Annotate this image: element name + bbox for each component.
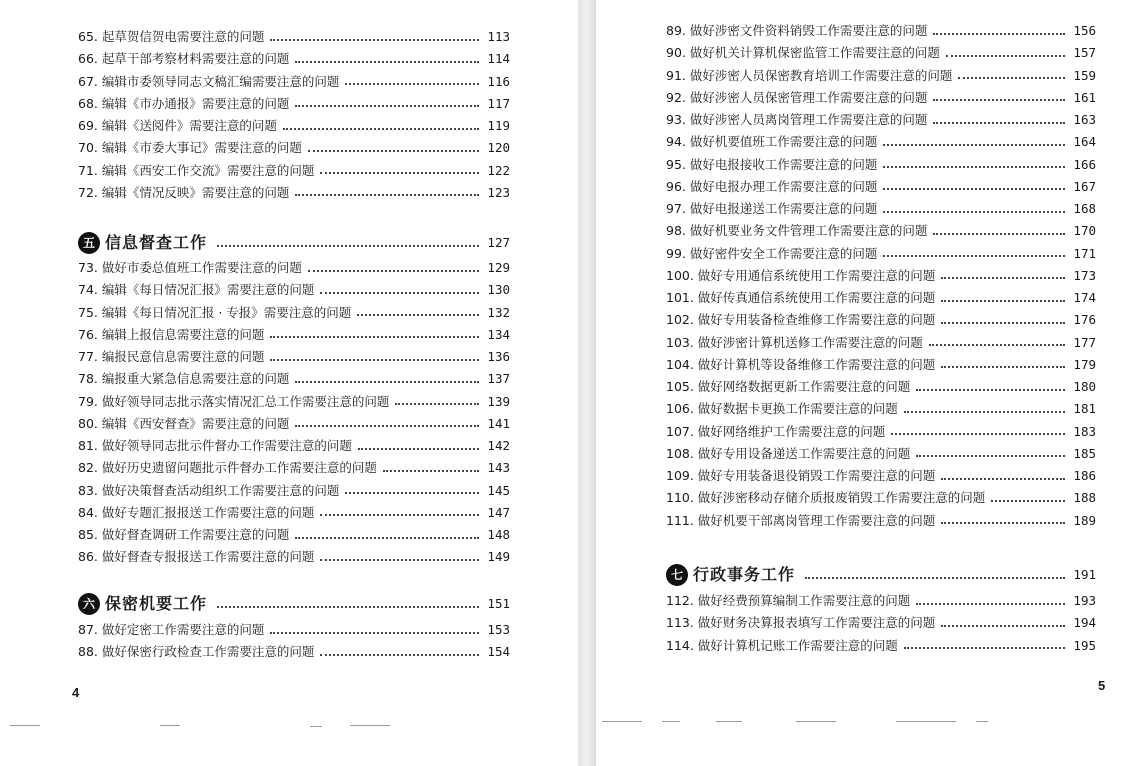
toc-entry [666, 87, 1096, 109]
toc-entry-page-number: 149 [487, 549, 510, 565]
book-gutter [578, 0, 596, 766]
toc-entry [666, 109, 1096, 131]
toc-entry [78, 435, 510, 457]
toc-entry-page-number: 114 [487, 51, 510, 67]
toc-entry [78, 48, 510, 70]
dot-leader [958, 76, 1065, 79]
toc-entry [78, 619, 510, 641]
dot-leader [308, 269, 480, 272]
scan-artifact-line [602, 721, 642, 722]
dot-leader [295, 104, 479, 107]
page-folio-number: 4 [72, 685, 80, 700]
toc-entry-page-number: 134 [487, 326, 510, 342]
toc-entry-title: 103. 做好涉密计算机送修工作需要注意的问题 [666, 334, 923, 350]
toc-entry-page-number: 153 [487, 622, 510, 637]
dot-leader [941, 276, 1065, 279]
toc-entry [78, 115, 510, 137]
toc-entry-page-number: 136 [487, 349, 510, 364]
dot-leader [295, 536, 479, 539]
dot-leader [320, 513, 479, 516]
dot-leader [883, 210, 1065, 213]
toc-entry-title: 111. 做好机要干部离岗管理工作需要注意的问题 [666, 512, 936, 528]
scan-artifact-line [10, 725, 40, 726]
dot-leader [345, 82, 479, 85]
toc-entry-page-number: 180 [1073, 379, 1096, 394]
toc-entry-title: 87. 做好定密工作需要注意的问题 [78, 622, 265, 637]
dot-leader [320, 291, 479, 294]
toc-entry-title: 94. 做好机要值班工作需要注意的问题 [666, 134, 878, 150]
dot-leader [295, 380, 479, 383]
toc-entry [666, 487, 1096, 509]
toc-entry [666, 131, 1096, 153]
dot-leader [270, 38, 479, 41]
toc-entry-title: 114. 做好计算机记账工作需要注意的问题 [666, 637, 898, 653]
toc-entry-page-number: 130 [487, 282, 510, 298]
toc-entry-title: 113. 做好财务决算报表填写工作需要注意的问题 [666, 615, 936, 631]
toc-entry-title: 106. 做好数据卡更换工作需要注意的问题 [666, 401, 898, 417]
toc-entry-title: 68. 编辑《市办通报》需要注意的问题 [78, 95, 290, 111]
dot-leader [916, 388, 1065, 391]
section-page-number: 127 [487, 235, 510, 250]
toc-entry-title: 102. 做好专用装备检查维修工作需要注意的问题 [666, 312, 936, 328]
section-page-number: 191 [1073, 567, 1096, 582]
dot-leader [295, 193, 479, 196]
toc-entry-page-number: 113 [487, 29, 510, 44]
toc-entry [666, 198, 1096, 220]
toc-entry-page-number: 181 [1073, 401, 1096, 417]
toc-entry [666, 398, 1096, 420]
scan-artifact-line [160, 725, 180, 726]
toc-entry-page-number: 123 [487, 184, 510, 200]
section-title: 保密机要工作 [105, 594, 208, 613]
toc-entry-page-number: 122 [487, 162, 510, 178]
dot-leader [383, 469, 480, 472]
toc-entry-page-number: 174 [1073, 290, 1096, 305]
toc-entry [666, 42, 1096, 64]
toc-entry-title: 105. 做好网络数据更新工作需要注意的问题 [666, 379, 911, 394]
toc-entry-page-number: 171 [1073, 245, 1096, 261]
right-page [596, 0, 1144, 766]
toc-entry [78, 524, 510, 546]
toc-entry-title: 109. 做好专用装备退役销毁工作需要注意的问题 [666, 468, 936, 483]
toc-entry-title: 69. 编辑《送阅件》需要注意的问题 [78, 118, 277, 133]
toc-entry-title: 81. 做好领导同志批示件督办工作需要注意的问题 [78, 438, 352, 453]
scan-artifact-line [716, 721, 742, 722]
toc-entry-title: 108. 做好专用设备递送工作需要注意的问题 [666, 445, 911, 461]
toc-entry [78, 26, 510, 48]
toc-entry [78, 182, 510, 204]
toc-entry [666, 176, 1096, 198]
scan-artifact-line [976, 721, 988, 722]
toc-entry [666, 154, 1096, 176]
toc-entry-title: 74. 编辑《每日情况汇报》需要注意的问题 [78, 282, 315, 298]
scan-artifact-line [662, 721, 680, 722]
toc-entry [78, 546, 510, 568]
scan-artifact-line [796, 721, 836, 722]
dot-leader [946, 54, 1066, 57]
section-number-badge: 七 [666, 564, 688, 586]
dot-leader [916, 454, 1065, 457]
toc-entry [78, 71, 510, 93]
toc-entry-page-number: 185 [1073, 445, 1096, 461]
toc-entry-title: 78. 编报重大紧急信息需要注意的问题 [78, 371, 290, 387]
toc-entry-page-number: 193 [1073, 593, 1096, 608]
toc-entry-title: 104. 做好计算机等设备维修工作需要注意的问题 [666, 356, 936, 372]
dot-leader [941, 521, 1065, 524]
toc-entry-title: 80. 编辑《西安督查》需要注意的问题 [78, 415, 290, 431]
dot-leader [883, 254, 1065, 257]
toc-entry-title: 76. 编辑上报信息需要注意的问题 [78, 326, 265, 342]
toc-entry [78, 480, 510, 502]
toc-entry [78, 502, 510, 524]
toc-entry-title: 67. 编辑市委领导同志文稿汇编需要注意的问题 [78, 73, 340, 89]
scan-artifact-line [896, 721, 956, 722]
toc-entry [78, 93, 510, 115]
toc-entry-title: 99. 做好密件安全工作需要注意的问题 [666, 245, 878, 261]
toc-entry-title: 86. 做好督查专报报送工作需要注意的问题 [78, 549, 315, 565]
toc-entry-page-number: 163 [1073, 112, 1096, 127]
toc-entry-page-number: 159 [1073, 67, 1096, 83]
dot-leader [283, 127, 480, 130]
toc-entry-title: 65. 起草贺信贺电需要注意的问题 [78, 29, 265, 44]
dot-leader [345, 491, 479, 494]
dot-leader [395, 402, 479, 405]
toc-entry-page-number: 145 [487, 482, 510, 498]
toc-entry-page-number: 132 [487, 304, 510, 320]
dot-leader [933, 232, 1065, 235]
toc-entry-title: 93. 做好涉密人员离岗管理工作需要注意的问题 [666, 112, 928, 127]
section-number-badge: 五 [78, 232, 100, 254]
dot-leader [933, 32, 1065, 35]
toc-entry-title: 90. 做好机关计算机保密监管工作需要注意的问题 [666, 45, 940, 61]
scan-artifact-line [310, 726, 322, 727]
toc-entry-page-number: 117 [487, 95, 510, 111]
toc-entry-title: 79. 做好领导同志批示落实情况汇总工作需要注意的问题 [78, 393, 390, 409]
toc-entry-page-number: 141 [487, 415, 510, 431]
dot-leader [805, 576, 1065, 579]
dot-leader [320, 558, 479, 561]
toc-entry-title: 84. 做好专题汇报报送工作需要注意的问题 [78, 504, 315, 520]
toc-entry-title: 77. 编报民意信息需要注意的问题 [78, 349, 265, 364]
toc-entry-page-number: 189 [1073, 512, 1096, 528]
dot-leader [270, 631, 479, 634]
dot-leader [883, 165, 1065, 168]
toc-entry-title: 107. 做好网络维护工作需要注意的问题 [666, 423, 886, 439]
toc-entry-page-number: 116 [487, 73, 510, 89]
toc-entry-title: 71. 编辑《西安工作交流》需要注意的问题 [78, 162, 315, 178]
toc-entry-page-number: 142 [487, 438, 510, 453]
toc-entry-page-number: 167 [1073, 178, 1096, 194]
dot-leader [929, 343, 1066, 346]
toc-entry [666, 635, 1096, 657]
toc-entry-page-number: 168 [1073, 201, 1096, 216]
toc-entry [78, 279, 510, 301]
toc-entry-page-number: 166 [1073, 156, 1096, 172]
toc-entry [78, 391, 510, 413]
toc-entry-title: 101. 做好传真通信系统使用工作需要注意的问题 [666, 290, 936, 305]
dot-leader [320, 171, 479, 174]
toc-entry [666, 265, 1096, 287]
toc-entry-page-number: 154 [487, 644, 510, 660]
toc-entry-page-number: 173 [1073, 267, 1096, 283]
dot-leader [357, 313, 479, 316]
dot-leader [916, 602, 1065, 605]
toc-entry [666, 243, 1096, 265]
dot-leader [883, 187, 1065, 190]
toc-entry-title: 83. 做好决策督查活动组织工作需要注意的问题 [78, 482, 340, 498]
dot-leader [358, 447, 480, 450]
dot-leader [295, 60, 479, 63]
page-folio-number: 5 [1098, 678, 1106, 693]
section-title: 信息督查工作 [105, 233, 208, 252]
section-heading-6 [78, 590, 510, 618]
toc-entry-title: 112. 做好经费预算编制工作需要注意的问题 [666, 593, 911, 608]
toc-entry-title: 73. 做好市委总值班工作需要注意的问题 [78, 260, 302, 275]
toc-entry-page-number: 137 [487, 371, 510, 387]
toc-entry-title: 100. 做好专用通信系统使用工作需要注意的问题 [666, 267, 936, 283]
section-heading-7 [666, 561, 1096, 589]
toc-entry-page-number: 194 [1073, 615, 1096, 631]
toc-entry-title: 82. 做好历史遗留问题批示件督办工作需要注意的问题 [78, 460, 377, 476]
toc-entry [666, 590, 1096, 612]
toc-entry-title: 98. 做好机要业务文件管理工作需要注意的问题 [666, 223, 928, 239]
dot-leader [933, 121, 1065, 124]
toc-entry-page-number: 188 [1073, 490, 1096, 506]
toc-entry [666, 220, 1096, 242]
toc-entry-page-number: 156 [1073, 23, 1096, 38]
toc-entry [666, 332, 1096, 354]
toc-entry [666, 287, 1096, 309]
dot-leader [270, 335, 479, 338]
dot-leader [941, 299, 1065, 302]
toc-entry [666, 354, 1096, 376]
scan-artifact-line [350, 725, 390, 726]
toc-entry-page-number: 179 [1073, 356, 1096, 372]
section-heading-5 [78, 229, 510, 257]
toc-entry-page-number: 129 [487, 260, 510, 275]
dot-leader [883, 143, 1065, 146]
dot-leader [941, 321, 1065, 324]
dot-leader [295, 424, 479, 427]
toc-entry [78, 324, 510, 346]
toc-entry [666, 510, 1096, 532]
toc-entry-page-number: 157 [1073, 45, 1096, 61]
toc-entry [78, 302, 510, 324]
dot-leader [941, 624, 1065, 627]
toc-entry-page-number: 164 [1073, 134, 1096, 150]
dot-leader [941, 477, 1065, 480]
dot-leader [217, 244, 479, 247]
toc-entry-page-number: 176 [1073, 312, 1096, 328]
dot-leader [991, 499, 1065, 502]
toc-entry-title: 91. 做好涉密人员保密教育培训工作需要注意的问题 [666, 67, 953, 83]
toc-entry-page-number: 119 [487, 118, 510, 133]
toc-entry-page-number: 147 [487, 504, 510, 520]
toc-entry-title: 95. 做好电报接收工作需要注意的问题 [666, 156, 878, 172]
toc-entry-page-number: 177 [1073, 334, 1096, 350]
toc-entry-title: 96. 做好电报办理工作需要注意的问题 [666, 178, 878, 194]
toc-entry [78, 257, 510, 279]
toc-entry-title: 92. 做好涉密人员保密管理工作需要注意的问题 [666, 89, 928, 105]
toc-entry [666, 376, 1096, 398]
toc-entry [78, 641, 510, 663]
toc-entry [78, 413, 510, 435]
toc-entry [666, 465, 1096, 487]
toc-entry-title: 66. 起草干部考察材料需要注意的问题 [78, 51, 290, 67]
toc-entry-title: 89. 做好涉密文件资料销毁工作需要注意的问题 [666, 23, 928, 38]
toc-entry-page-number: 195 [1073, 637, 1096, 653]
dot-leader [270, 358, 479, 361]
toc-entry-page-number: 143 [487, 460, 510, 476]
toc-entry-title: 110. 做好涉密移动存储介质报废销毁工作需要注意的问题 [666, 490, 986, 506]
dot-leader [933, 98, 1065, 101]
toc-entry [78, 368, 510, 390]
toc-entry [666, 421, 1096, 443]
dot-leader [941, 365, 1065, 368]
toc-entry-page-number: 186 [1073, 468, 1096, 483]
toc-entry-page-number: 170 [1073, 223, 1096, 239]
dot-leader [904, 410, 1066, 413]
toc-entry [666, 612, 1096, 634]
toc-entry [666, 65, 1096, 87]
dot-leader [904, 646, 1066, 649]
toc-entry-title: 75. 编辑《每日情况汇报 · 专报》需要注意的问题 [78, 304, 352, 320]
toc-entry [78, 137, 510, 159]
toc-entry-page-number: 139 [487, 393, 510, 409]
dot-leader [320, 653, 479, 656]
section-page-number: 151 [487, 596, 510, 611]
dot-leader [891, 432, 1065, 435]
dot-leader [308, 149, 480, 152]
dot-leader [217, 605, 479, 608]
toc-entry [666, 20, 1096, 42]
toc-entry-title: 97. 做好电报递送工作需要注意的问题 [666, 201, 878, 216]
toc-entry [78, 346, 510, 368]
toc-entry-title: 88. 做好保密行政检查工作需要注意的问题 [78, 644, 315, 660]
toc-entry [666, 309, 1096, 331]
toc-entry [666, 443, 1096, 465]
toc-entry-page-number: 120 [487, 140, 510, 156]
section-title: 行政事务工作 [693, 565, 796, 584]
toc-entry-title: 70. 编辑《市委大事记》需要注意的问题 [78, 140, 302, 156]
toc-entry-page-number: 161 [1073, 89, 1096, 105]
toc-entry-page-number: 148 [487, 527, 510, 542]
toc-entry-title: 85. 做好督查调研工作需要注意的问题 [78, 527, 290, 542]
toc-entry [78, 160, 510, 182]
toc-entry [78, 457, 510, 479]
toc-entry-page-number: 183 [1073, 423, 1096, 439]
section-number-badge: 六 [78, 593, 100, 615]
toc-entry-title: 72. 编辑《情况反映》需要注意的问题 [78, 184, 290, 200]
